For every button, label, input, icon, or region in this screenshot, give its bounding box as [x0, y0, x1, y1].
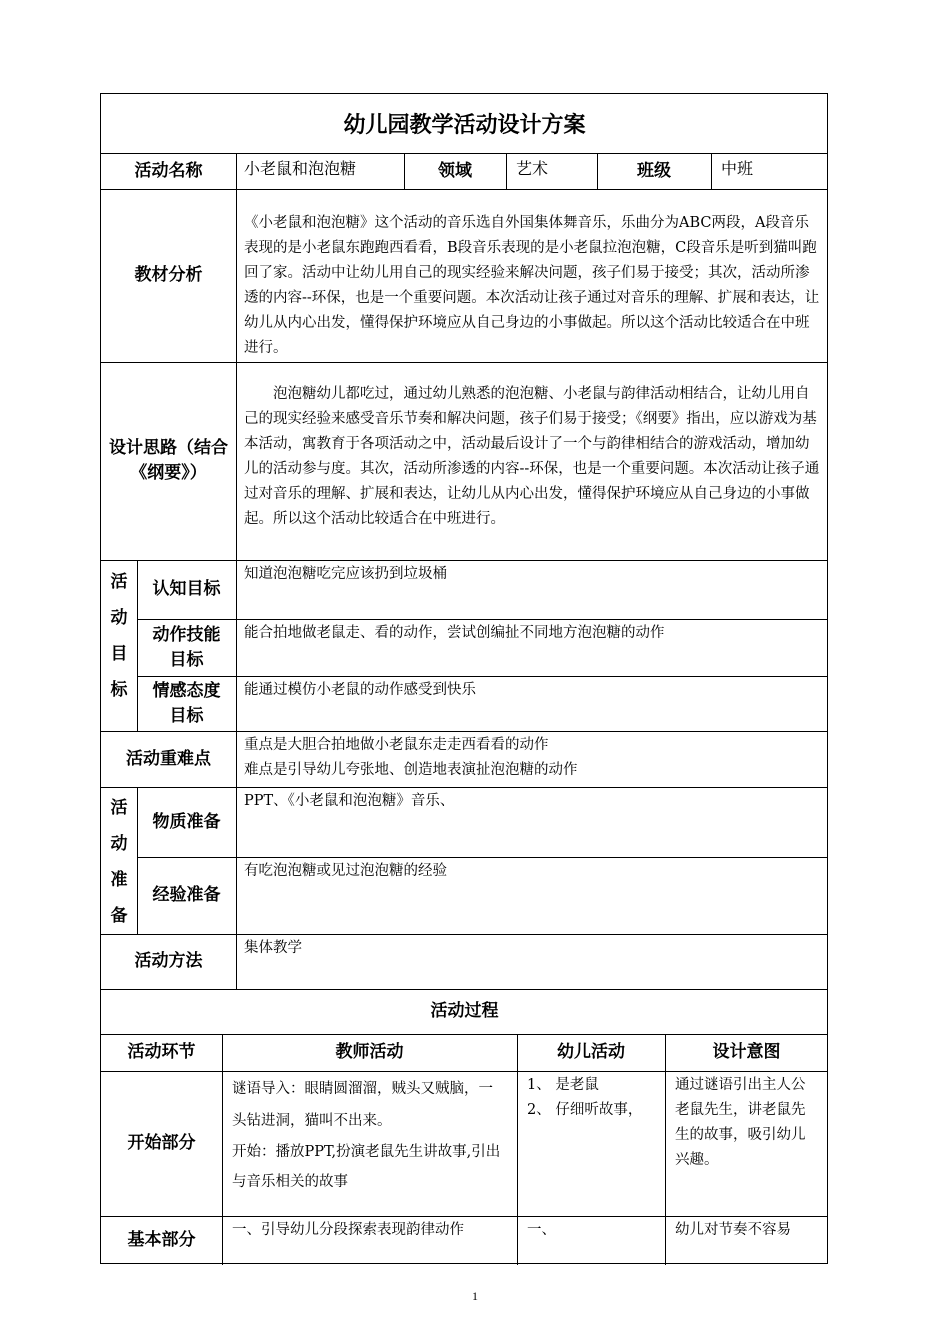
design-label: 设计思路（结合《纲要》） [109, 438, 228, 483]
start-child-activity [517, 1071, 665, 1216]
class-label: 班级 [637, 160, 671, 181]
goal-skill-label: 动作技能目标 [152, 624, 221, 670]
difficulty-text [236, 731, 828, 787]
process-header-intent: 设计意图 [712, 1042, 781, 1062]
activity-name-label: 活动名称 [134, 160, 203, 181]
goal-emotion-label: 情感态度目标 [152, 680, 221, 726]
start-teacher-story: 开始：播放PPT,扮演老鼠先生讲故事,引出与音乐相关的故事 [232, 1144, 501, 1190]
difficulty-key-point: 重点是大胆合拍地做小老鼠东走走西看看的动作 [244, 737, 549, 753]
prep-group-label: 活动准备 [110, 798, 128, 926]
prep-experience-label: 经验准备 [152, 885, 221, 905]
basic-section-label: 基本部分 [127, 1230, 196, 1250]
domain-label: 领域 [438, 160, 472, 181]
start-teacher-riddle: 谜语导入：眼睛圆溜溜，贼头又贼脑，一头钻进洞，猫叫不出来。 [232, 1081, 493, 1129]
design-text: 泡泡糖幼儿都吃过，通过幼儿熟悉的泡泡糖、小老鼠与韵律活动相结合，让幼儿用自己的现实经验来感受音乐节奏和解决问题，孩子们易于接受；《纲要》指出，应以游戏为基本活动，寓教育于各项活动之中，活动最后设计了一个与韵律相结合的游戏活动，增加幼儿的活动参与度。其次，活动所渗透的内容--环保，也是一个重要问题。本次活动让孩子通过对音乐的理解、扩展和表达，让幼儿从内心出发，懂得保护环境应从自己身边的小事做起。所以这个活动比较适合在中班进行。 [244, 386, 820, 527]
goal-cognitive-text: 知道泡泡糖吃完应该扔到垃圾桶 [244, 566, 447, 582]
goal-emotion-text: 能通过模仿小老鼠的动作感受到快乐 [244, 682, 476, 698]
start-child-item-1: 1、 是老鼠 [527, 1077, 599, 1093]
analysis-label: 教材分析 [134, 265, 203, 285]
difficulty-label: 活动重难点 [126, 748, 211, 769]
document-title: 幼儿园教学活动设计方案 [343, 113, 586, 138]
page-number: 1 [472, 1289, 478, 1303]
process-header-teacher: 教师活动 [335, 1042, 404, 1062]
process-header-stage: 活动环节 [127, 1042, 196, 1062]
process-title: 活动过程 [430, 1001, 499, 1021]
prep-experience-text: 有吃泡泡糖或见过泡泡糖的经验 [244, 863, 447, 879]
prep-material-text: PPT、《小老鼠和泡泡糖》音乐、 [244, 793, 455, 809]
process-header-child: 幼儿活动 [557, 1042, 625, 1062]
analysis-text: 《小老鼠和泡泡糖》这个活动的音乐选自外国集体舞音乐，乐曲分为ABC两段，A段音乐表现的是小老鼠东跑跑西看看，B段音乐表现的是小老鼠拉泡泡糖，C段音乐是听到猫叫跑回了家。活动中让幼儿用自己的现实经验来解决问题，孩子们易于接受；其次，活动所渗透的内容--环保，也是一个重要问题。本次活动让孩子通过对音乐的理解、扩展和表达，让幼儿从内心出发，懂得保护环境应从自己身边的小事做起。所以这个活动比较适合在中班进行。 [244, 215, 820, 356]
domain-value: 艺术 [516, 159, 549, 178]
lesson-plan-table [100, 93, 828, 1264]
method-text: 集体教学 [244, 940, 302, 956]
basic-teacher-activity: 一、引导幼儿分段探索表现韵律动作 [232, 1222, 464, 1238]
prep-material-label: 物质准备 [152, 811, 221, 832]
basic-child-activity: 一、 [527, 1222, 556, 1238]
activity-name-value: 小老鼠和泡泡糖 [244, 159, 357, 178]
start-section-label: 开始部分 [127, 1133, 196, 1153]
basic-design-intent: 幼儿对节奏不容易 [675, 1222, 791, 1238]
method-label: 活动方法 [134, 951, 203, 971]
goal-cognitive-label: 认知目标 [152, 579, 221, 599]
class-value: 中班 [721, 159, 754, 178]
start-teacher-activity [222, 1071, 517, 1216]
difficulty-hard-point: 难点是引导幼儿夸张地、创造地表演扯泡泡糖的动作 [244, 762, 578, 778]
start-design-intent: 通过谜语引出主人公老鼠先生，讲老鼠先生的故事，吸引幼儿兴趣。 [675, 1077, 806, 1168]
goal-skill-text: 能合拍地做老鼠走、看的动作，尝试创编扯不同地方泡泡糖的动作 [244, 625, 665, 641]
start-child-item-2: 2、 仔细听故事， [527, 1102, 643, 1118]
goals-group-label: 活动目标 [110, 572, 128, 700]
